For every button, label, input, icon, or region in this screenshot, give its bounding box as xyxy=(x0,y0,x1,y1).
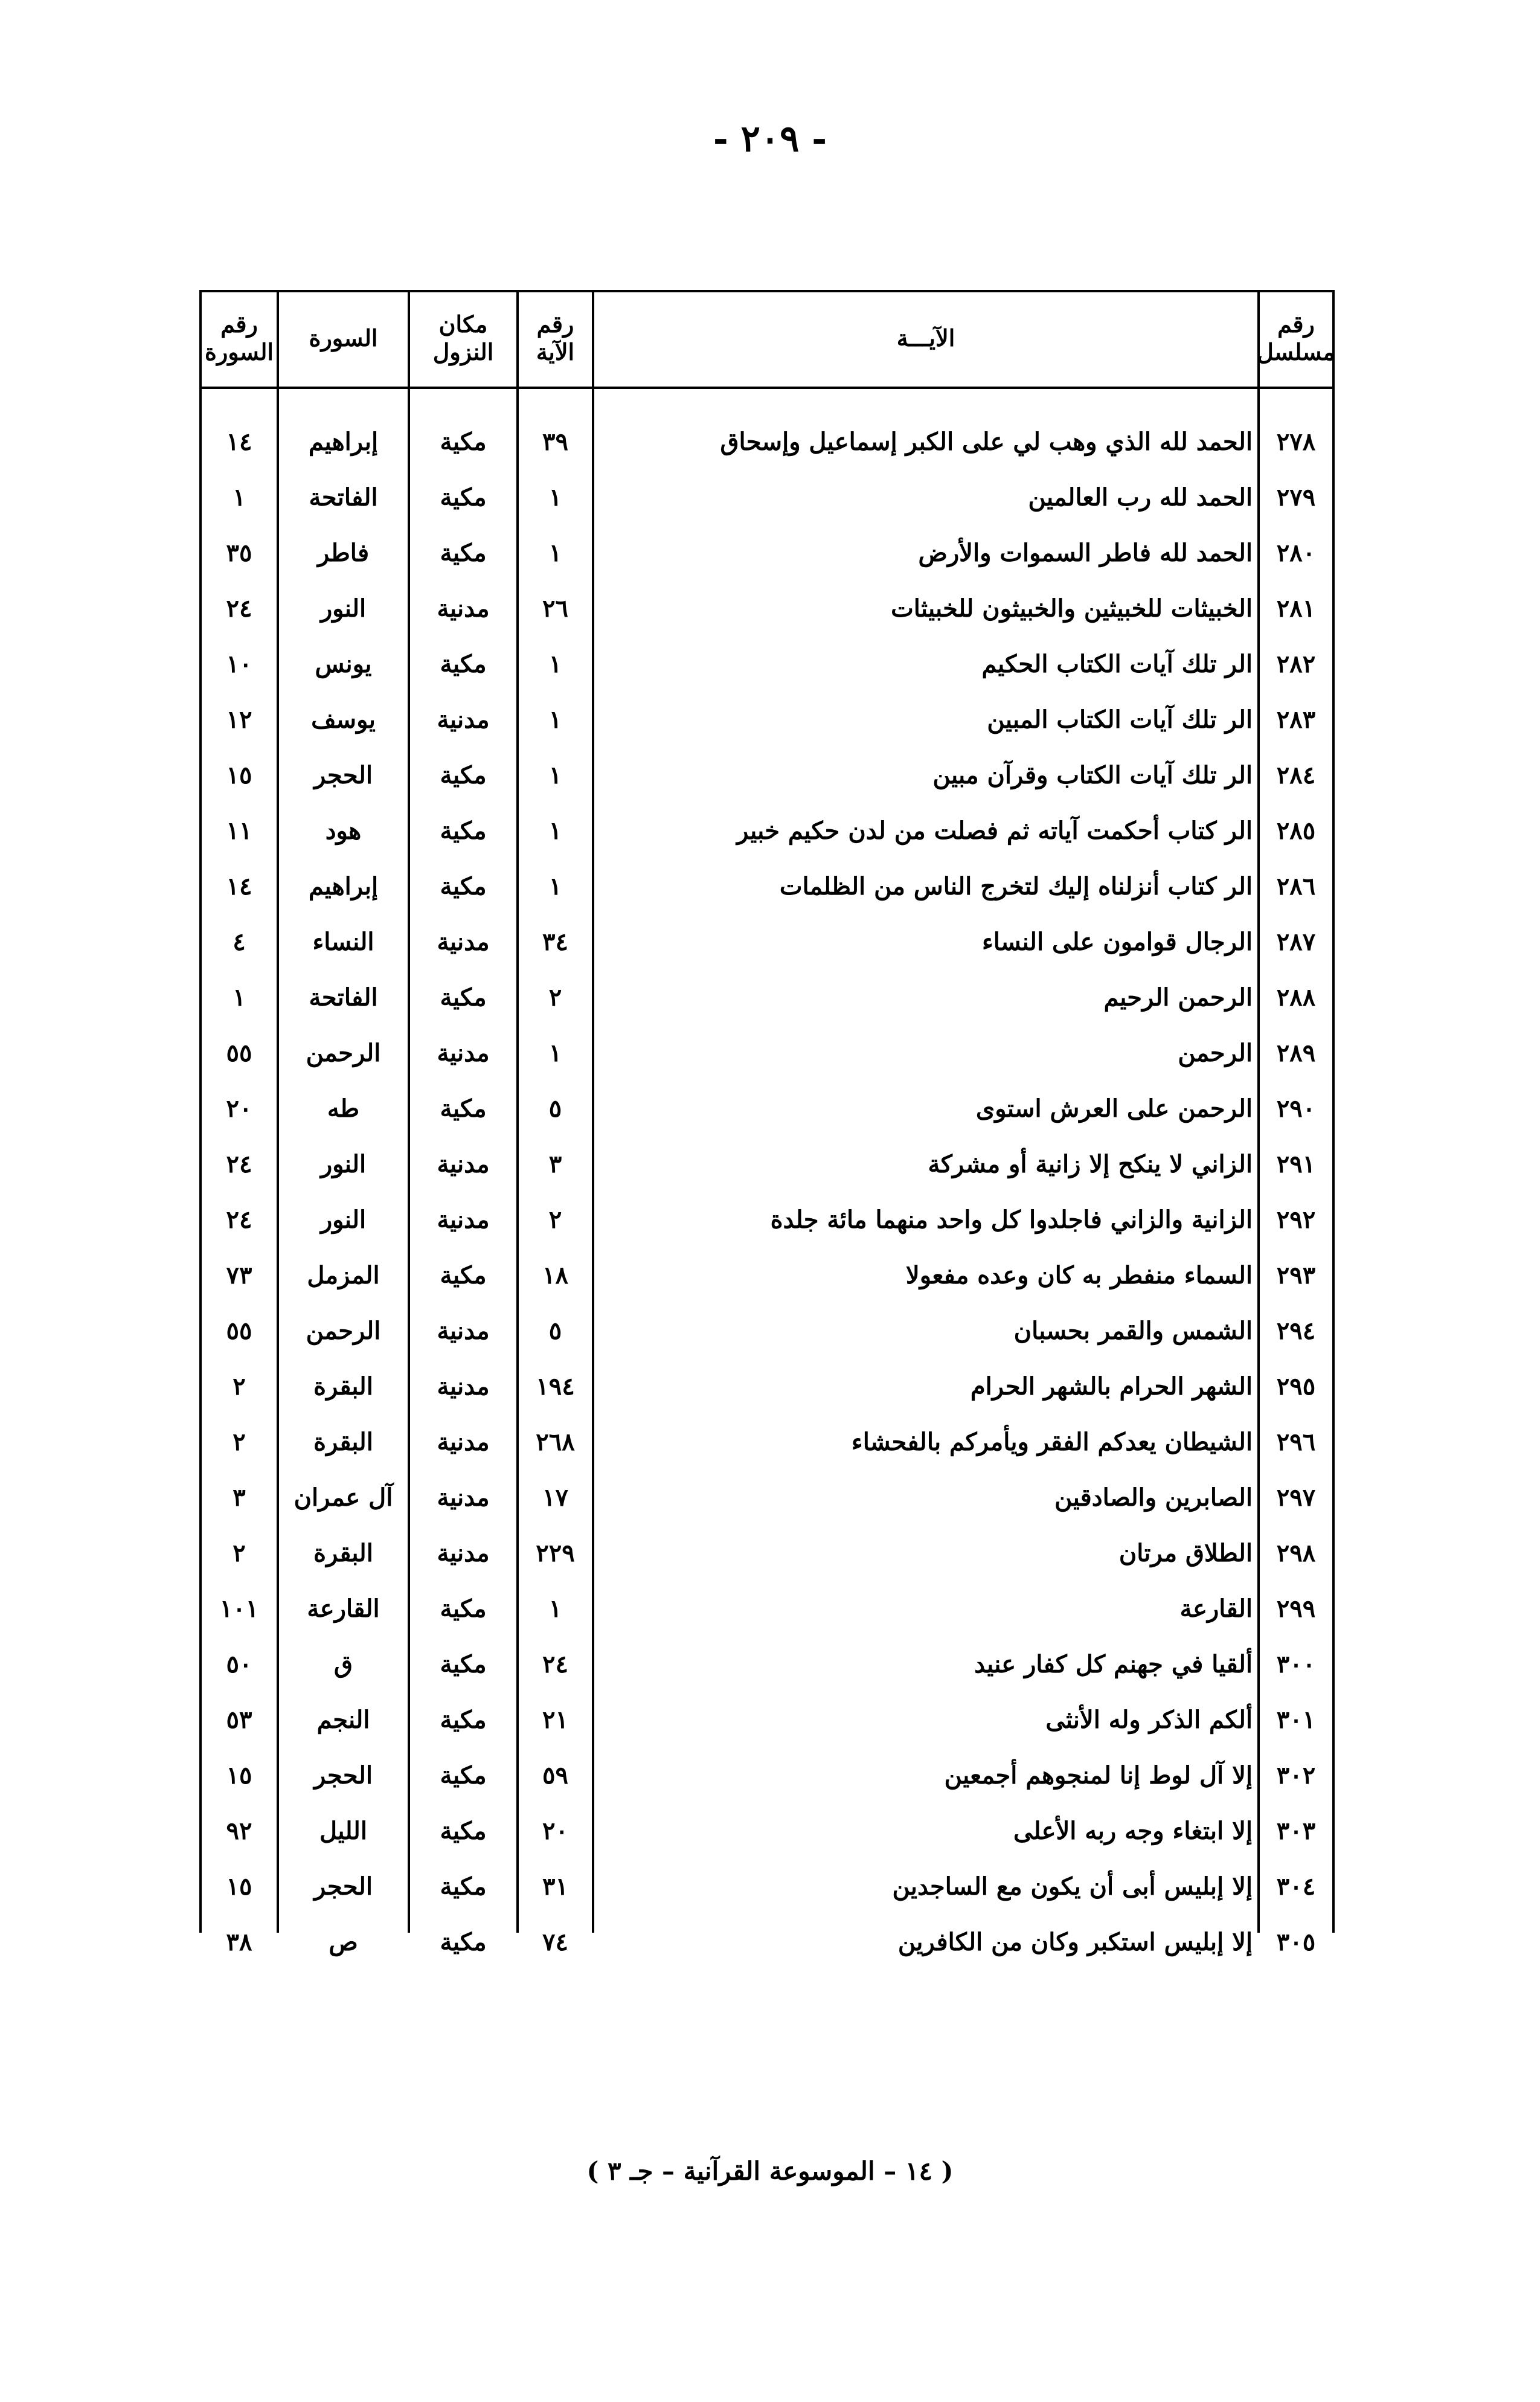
cell-verse: السماء منفطر به كان وعده مفعولا xyxy=(905,1260,1253,1289)
cell-revelation-place: مكية xyxy=(440,872,487,901)
cell-serial: ٢٩٨ xyxy=(1276,1538,1316,1567)
table-row xyxy=(199,1025,1335,1081)
cell-surah-number: ١٥ xyxy=(226,760,252,789)
cell-surah-number: ٢ xyxy=(233,1427,246,1456)
cell-revelation-place: مدنية xyxy=(437,705,490,734)
cell-verse: الشهر الحرام بالشهر الحرام xyxy=(970,1372,1253,1401)
cell-surah-number: ٤ xyxy=(233,927,246,956)
cell-surah-number: ٢ xyxy=(233,1372,246,1401)
cell-surah-number: ١٠ xyxy=(226,649,252,678)
cell-verse-number: ٥ xyxy=(548,1316,562,1345)
cell-surah: إبراهيم xyxy=(308,872,379,901)
cell-surah-number: ٣ xyxy=(233,1483,246,1512)
table-row xyxy=(199,1636,1335,1692)
table-row xyxy=(199,580,1335,636)
header-surah: السورة xyxy=(309,324,378,352)
cell-verse-number: ٢٦٨ xyxy=(536,1427,575,1456)
table-row xyxy=(199,414,1335,469)
cell-serial: ٢٩٢ xyxy=(1276,1205,1316,1234)
cell-serial: ٢٩٠ xyxy=(1276,1094,1316,1123)
cell-revelation-place: مدنية xyxy=(437,1205,490,1234)
cell-serial: ٣٠٥ xyxy=(1276,1927,1316,1956)
cell-serial: ٢٨٩ xyxy=(1276,1038,1316,1067)
cell-revelation-place: مدنية xyxy=(437,1427,490,1456)
cell-verse: الطلاق مرتان xyxy=(1118,1538,1253,1567)
cell-verse: الزاني لا ينكح إلا زانية أو مشركة xyxy=(928,1149,1253,1178)
cell-serial: ٣٠١ xyxy=(1276,1705,1316,1734)
table-row xyxy=(199,1914,1335,1970)
cell-revelation-place: مكية xyxy=(440,1094,487,1123)
cell-surah-number: ٥٥ xyxy=(226,1038,252,1067)
cell-verse: الرحمن على العرش استوى xyxy=(975,1094,1253,1123)
cell-serial: ٣٠٣ xyxy=(1276,1816,1316,1845)
cell-serial: ٢٩٤ xyxy=(1276,1316,1316,1345)
cell-serial: ٢٩١ xyxy=(1276,1149,1316,1178)
cell-verse-number: ٢١ xyxy=(542,1705,568,1734)
cell-verse-number: ٢ xyxy=(548,983,562,1012)
cell-surah: النور xyxy=(320,1149,367,1178)
cell-verse: الرجال قوامون على النساء xyxy=(982,927,1253,956)
cell-verse-number: ٢ xyxy=(548,1205,562,1234)
cell-surah-number: ٢ xyxy=(233,1538,246,1567)
cell-verse: الر كتاب أحكمت آياته ثم فصلت من لدن حكيم خبير xyxy=(737,816,1253,845)
cell-verse-number: ٢٢٩ xyxy=(536,1538,575,1567)
cell-surah: الحجر xyxy=(313,1761,373,1790)
cell-verse-number: ١ xyxy=(548,538,562,567)
cell-surah-number: ١٢ xyxy=(226,705,252,734)
cell-revelation-place: مكية xyxy=(440,816,487,845)
cell-verse: إلا ابتغاء وجه ربه الأعلى xyxy=(1013,1816,1253,1845)
cell-surah: هود xyxy=(325,816,362,845)
cell-surah: البقرة xyxy=(313,1538,373,1567)
cell-revelation-place: مدنية xyxy=(437,1316,490,1345)
cell-verse-number: ٣٤ xyxy=(542,927,568,956)
cell-surah: طه xyxy=(327,1094,360,1123)
cell-serial: ٣٠٤ xyxy=(1276,1872,1316,1901)
cell-surah: المزمل xyxy=(307,1260,380,1289)
cell-surah-number: ٧٣ xyxy=(226,1260,252,1289)
cell-surah-number: ٢٠ xyxy=(226,1094,252,1123)
cell-surah-number: ٢٤ xyxy=(226,1149,252,1178)
cell-surah-number: ١ xyxy=(233,483,246,512)
cell-verse-number: ١٨ xyxy=(542,1260,568,1289)
table-row xyxy=(199,1192,1335,1247)
cell-surah: يونس xyxy=(315,649,372,678)
cell-revelation-place: مكية xyxy=(440,538,487,567)
cell-surah: البقرة xyxy=(313,1372,373,1401)
cell-surah: الفاتحة xyxy=(309,983,378,1012)
table-row xyxy=(199,1525,1335,1581)
table-row xyxy=(199,1747,1335,1803)
cell-surah: آل عمران xyxy=(294,1483,393,1512)
table-row xyxy=(199,1469,1335,1525)
header-verse-number: رقم الآية xyxy=(536,310,575,365)
cell-surah-number: ١٤ xyxy=(226,427,252,456)
cell-surah-number: ١٤ xyxy=(226,872,252,901)
cell-revelation-place: مدنية xyxy=(437,1538,490,1567)
table-row xyxy=(199,1858,1335,1914)
cell-verse-number: ٢٤ xyxy=(542,1649,568,1678)
cell-serial: ٣٠٠ xyxy=(1276,1649,1316,1678)
cell-verse: الزانية والزاني فاجلدوا كل واحد منهما مائة جلدة xyxy=(770,1205,1253,1234)
cell-serial: ٢٩٧ xyxy=(1276,1483,1316,1512)
cell-verse-number: ١ xyxy=(548,483,562,512)
cell-verse: الحمد لله رب العالمين xyxy=(1028,483,1253,512)
cell-verse-number: ٥ xyxy=(548,1094,562,1123)
cell-surah: ق xyxy=(333,1649,353,1678)
cell-revelation-place: مدنية xyxy=(437,1372,490,1401)
cell-surah: الحجر xyxy=(313,760,373,789)
table-row xyxy=(199,803,1335,858)
cell-surah: القارعة xyxy=(307,1594,380,1623)
cell-verse: الر تلك آيات الكتاب المبين xyxy=(987,705,1253,734)
table-row xyxy=(199,636,1335,692)
header-surah-number: رقم السورة xyxy=(205,310,274,365)
cell-verse-number: ١ xyxy=(548,816,562,845)
cell-serial: ٢٨٣ xyxy=(1276,705,1316,734)
cell-surah-number: ٩٢ xyxy=(226,1816,252,1845)
cell-serial: ٢٨٧ xyxy=(1276,927,1316,956)
cell-serial: ٢٨٠ xyxy=(1276,538,1316,567)
cell-verse: الشمس والقمر بحسبان xyxy=(1013,1316,1253,1345)
cell-verse-number: ٣١ xyxy=(542,1872,568,1901)
table-row xyxy=(199,1136,1335,1192)
table-row xyxy=(199,1358,1335,1414)
footer-note: ( ١٤ – الموسوعة القرآنية – جـ ٣ ) xyxy=(586,2156,954,2186)
cell-surah: البقرة xyxy=(313,1427,373,1456)
cell-verse-number: ٧٤ xyxy=(542,1927,568,1956)
cell-revelation-place: مكية xyxy=(440,760,487,789)
cell-revelation-place: مكية xyxy=(440,983,487,1012)
cell-serial: ٢٩٩ xyxy=(1276,1594,1316,1623)
cell-surah: فاطر xyxy=(317,538,370,567)
cell-revelation-place: مكية xyxy=(440,1705,487,1734)
cell-verse-number: ٢٠ xyxy=(542,1816,568,1845)
header-serial: رقم مسلسل xyxy=(1257,310,1335,365)
cell-verse: الر تلك آيات الكتاب وقرآن مبين xyxy=(932,760,1253,789)
cell-surah: ص xyxy=(329,1927,358,1956)
cell-revelation-place: مكية xyxy=(440,1927,487,1956)
cell-verse: الخبيثات للخبيثين والخبيثون للخبيثات xyxy=(891,594,1253,623)
cell-surah: الرحمن xyxy=(306,1038,381,1067)
table-row xyxy=(199,692,1335,747)
cell-serial: ٢٨٨ xyxy=(1276,983,1316,1012)
cell-verse: إلا إبليس أبى أن يكون مع الساجدين xyxy=(892,1872,1253,1901)
cell-surah: الفاتحة xyxy=(309,483,378,512)
cell-verse: الرحمن الرحيم xyxy=(1103,983,1253,1012)
cell-verse-number: ١ xyxy=(548,1038,562,1067)
cell-revelation-place: مدنية xyxy=(437,1483,490,1512)
cell-serial: ٢٨٤ xyxy=(1276,760,1316,789)
cell-revelation-place: مدنية xyxy=(437,927,490,956)
cell-revelation-place: مكية xyxy=(440,483,487,512)
cell-verse-number: ١ xyxy=(548,760,562,789)
cell-surah-number: ١٠١ xyxy=(219,1594,259,1623)
cell-verse: الحمد لله فاطر السموات والأرض xyxy=(918,538,1253,567)
cell-serial: ٢٧٨ xyxy=(1276,427,1316,456)
cell-surah: إبراهيم xyxy=(308,427,379,456)
cell-verse-number: ١ xyxy=(548,649,562,678)
cell-serial: ٢٨٢ xyxy=(1276,649,1316,678)
cell-verse: الحمد لله الذي وهب لي على الكبر إسماعيل وإسحاق xyxy=(720,427,1253,456)
cell-verse: ألكم الذكر وله الأنثى xyxy=(1045,1705,1253,1734)
cell-serial: ٢٩٣ xyxy=(1276,1260,1316,1289)
cell-surah: يوسف xyxy=(311,705,376,734)
cell-verse-number: ١ xyxy=(548,1594,562,1623)
cell-serial: ٢٨٦ xyxy=(1276,872,1316,901)
table-row xyxy=(199,914,1335,969)
cell-revelation-place: مكية xyxy=(440,1872,487,1901)
table-row xyxy=(199,1414,1335,1469)
cell-revelation-place: مدنية xyxy=(437,1038,490,1067)
cell-serial: ٢٩٦ xyxy=(1276,1427,1316,1456)
cell-surah-number: ٣٥ xyxy=(226,538,252,567)
table-header-rule xyxy=(199,387,1335,389)
cell-verse-number: ١ xyxy=(548,705,562,734)
cell-revelation-place: مكية xyxy=(440,1594,487,1623)
cell-serial: ٣٠٢ xyxy=(1276,1761,1316,1790)
cell-surah: الحجر xyxy=(313,1872,373,1901)
index-table xyxy=(199,290,1335,1956)
cell-revelation-place: مكية xyxy=(440,427,487,456)
cell-serial: ٢٩٥ xyxy=(1276,1372,1316,1401)
table-row xyxy=(199,525,1335,580)
table-row xyxy=(199,747,1335,803)
cell-verse: إلا آل لوط إنا لمنجوهم أجمعين xyxy=(944,1761,1253,1790)
cell-surah: الرحمن xyxy=(306,1316,381,1345)
cell-verse: إلا إبليس استكبر وكان من الكافرين xyxy=(897,1927,1253,1956)
page-number: - ٢٠٩ - xyxy=(713,118,827,160)
table-row xyxy=(199,969,1335,1025)
cell-verse: الر كتاب أنزلناه إليك لتخرج الناس من الظلمات xyxy=(779,872,1253,901)
cell-serial: ٢٧٩ xyxy=(1276,483,1316,512)
table-row xyxy=(199,1803,1335,1858)
cell-revelation-place: مدنية xyxy=(437,1149,490,1178)
cell-verse-number: ١٩٤ xyxy=(536,1372,575,1401)
cell-surah-number: ٥٥ xyxy=(226,1316,252,1345)
cell-verse-number: ٥٩ xyxy=(542,1761,568,1790)
cell-verse: ألقيا في جهنم كل كفار عنيد xyxy=(974,1649,1253,1678)
cell-serial: ٢٨٥ xyxy=(1276,816,1316,845)
cell-surah-number: ١٥ xyxy=(226,1761,252,1790)
cell-surah: الليل xyxy=(319,1816,367,1845)
cell-revelation-place: مكية xyxy=(440,1816,487,1845)
cell-verse: القارعة xyxy=(1179,1594,1253,1623)
cell-surah: النور xyxy=(320,1205,367,1234)
cell-verse-number: ١ xyxy=(548,872,562,901)
cell-revelation-place: مكية xyxy=(440,1260,487,1289)
cell-verse: الرحمن xyxy=(1178,1038,1253,1067)
cell-revelation-place: مكية xyxy=(440,1649,487,1678)
cell-revelation-place: مكية xyxy=(440,649,487,678)
table-row xyxy=(199,858,1335,914)
header-revelation-place: مكان النزول xyxy=(432,310,494,365)
cell-surah-number: ٢٤ xyxy=(226,594,252,623)
table-row xyxy=(199,469,1335,525)
table-row xyxy=(199,1081,1335,1136)
cell-surah: النور xyxy=(320,594,367,623)
cell-surah-number: ٢٤ xyxy=(226,1205,252,1234)
cell-verse-number: ٣ xyxy=(548,1149,562,1178)
cell-surah-number: ١١ xyxy=(226,816,252,845)
cell-revelation-place: مكية xyxy=(440,1761,487,1790)
cell-revelation-place: مدنية xyxy=(437,594,490,623)
cell-verse: الصابرين والصادقين xyxy=(1054,1483,1253,1512)
cell-surah: النساء xyxy=(312,927,374,956)
cell-verse: الشيطان يعدكم الفقر ويأمركم بالفحشاء xyxy=(851,1427,1253,1456)
table-row xyxy=(199,1247,1335,1303)
cell-verse-number: ٣٩ xyxy=(542,427,568,456)
cell-verse-number: ٢٦ xyxy=(542,594,568,623)
cell-surah-number: ٣٨ xyxy=(226,1927,252,1956)
cell-verse: الر تلك آيات الكتاب الحكيم xyxy=(981,649,1253,678)
cell-surah-number: ١٥ xyxy=(226,1872,252,1901)
cell-serial: ٢٨١ xyxy=(1276,594,1316,623)
cell-surah-number: ٥٣ xyxy=(226,1705,252,1734)
cell-verse-number: ١٧ xyxy=(542,1483,568,1512)
table-row xyxy=(199,1303,1335,1358)
cell-surah: النجم xyxy=(316,1705,370,1734)
table-row xyxy=(199,1692,1335,1747)
cell-surah-number: ٥٠ xyxy=(226,1649,252,1678)
cell-surah-number: ١ xyxy=(233,983,246,1012)
table-row xyxy=(199,1581,1335,1636)
header-verse: الآيـــة xyxy=(896,324,955,352)
